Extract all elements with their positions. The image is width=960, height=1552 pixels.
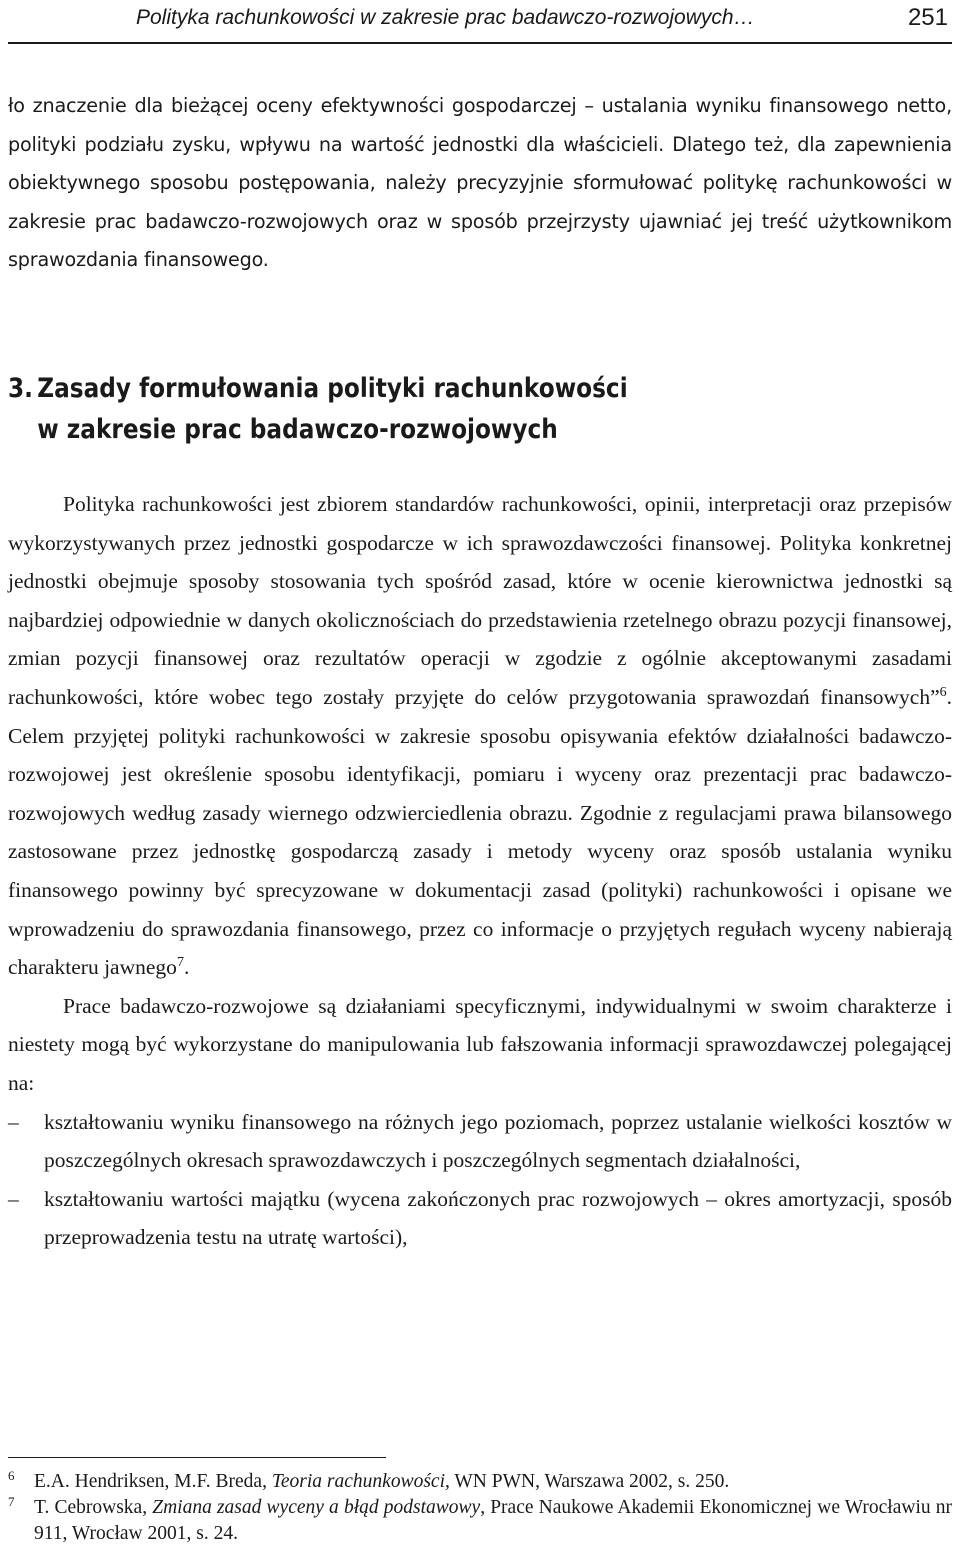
page-number: 251 (907, 4, 948, 31)
footnote-mark: 6 (8, 1468, 15, 1483)
section-number: 3. (8, 373, 33, 404)
footnote-text: T. Cebrowska, (34, 1497, 153, 1518)
page-header (8, 0, 952, 44)
footnote-mark: 7 (8, 1494, 15, 1509)
paragraph-accounting-policy (8, 485, 952, 987)
list-item (8, 1180, 952, 1257)
section-title-line1: Zasady formułowania polityki rachunkowości (37, 373, 628, 404)
footnote-title: Zmiana zasad wyceny a błąd podstawowy (152, 1497, 481, 1518)
list-item-text: kształtowaniu wyniku finansowego na różnych jego poziomach, poprzez ustalanie wielkości kosztów w poszczególnych okresach sprawozdawczych i poszczególnych segmentach działalności, (44, 1109, 952, 1173)
list-item (8, 1103, 952, 1180)
list-item-text: kształtowaniu wartości majątku (wycena zakończonych prac rozwojowych – okres amortyzacji, sposób przeprowadzenia testu na utratę wartości), (44, 1186, 952, 1250)
footnote-title: Teoria rachunkowości (271, 1471, 445, 1492)
footnote-6 (8, 1469, 952, 1495)
footnotes (8, 1469, 952, 1547)
footnote-text: , WN PWN, Warszawa 2002, s. 250. (445, 1471, 730, 1492)
paragraph-rd-manipulation: Prace badawczo-rozwojowe są działaniami specyficznymi, indywidualnymi w swoim charakterze i niestety mogą być wykorzystane do manipulowania lub fałszowania informacji sprawozdawczej polegającej na: (8, 993, 952, 1095)
paragraph1-part3: . (183, 955, 190, 980)
footnote-ref-7: 7 (176, 954, 184, 970)
section-title-line2: w zakresie prac badawczo-rozwojowych (37, 414, 558, 445)
footnote-ref-6: 6 (939, 684, 947, 700)
manipulation-list (8, 1103, 952, 1257)
dash-marker: – (8, 1186, 19, 1211)
running-title: Polityka rachunkowości w zakresie prac badawczo-rozwojowych… (136, 6, 755, 29)
body-text (8, 485, 952, 1257)
intro-paragraph: ło znaczenie dla bieżącej oceny efektywności gospodarczej – ustalania wyniku finansowego netto, polityki podziału zysku, wpływu na wartość jednostki dla właścicieli. Dlatego też, dla zapewnienia obiektywnego sposobu postępowania, należy precyzyjnie sformułować politykę rachunkowości w zakresie prac badawczo-rozwojowych oraz w sposób przejrzysty ujawniać jej treść użytkownikom sprawozdania finansowego. (8, 94, 952, 271)
paragraph1-part2: . Celem przyjętej polityki rachunkowości w zakresie sposobu opisywania efektów działalności badawczo-rozwojowej jest określenie sposobu identyfikacji, pomiaru i wyceny oraz prezentacji prac badawczo-rozwojowych według zasady wiernego odzwierciedlenia obrazu. Zgodnie z regulacjami prawa bilansowego zastosowane przez jednostkę gospodarczą zasady i metody wyceny oraz sposób ustalania wyniku finansowego powinny być sprecyzowane w dokumentacji zasad (polityki) rachunkowości i opisane we wprowadzeniu do sprawozdania finansowego, przez co informacje o przyjętych regułach wyceny nabierają charakteru jawnego (8, 684, 952, 980)
paragraph1-part1: Polityka rachunkowości jest zbiorem standardów rachunkowości, opinii, interpretacji oraz przepisów wykorzystywanych przez jednostki gospodarcze w ich sprawozdawczości finansowej. Polityka konkretnej jednostki obejmuje sposoby stosowania tych spośród zasad, które w ocenie kierownictwa jednostki są najbardziej odpowiednie w danych okolicznościach do przedstawienia rzetelnego obrazu pozycji finansowej, zmian pozycji finansowej oraz rezultatów operacji w zgodzie z ogólnie akceptowanymi zasadami rachunkowości, które wobec tego zostały przyjęte do celów przygotowania sprawozdań finansowych” (8, 492, 952, 709)
section-heading (8, 368, 820, 450)
footnote-text: E.A. Hendriksen, M.F. Breda, (34, 1471, 272, 1492)
footnote-7 (8, 1495, 952, 1547)
footnote-separator (8, 1457, 386, 1458)
footnote-text: , Prace Naukowe Akademii Ekonomicznej we Wrocławiu nr 911, Wrocław 2001, s. 24. (34, 1497, 952, 1544)
dash-marker: – (8, 1109, 19, 1134)
